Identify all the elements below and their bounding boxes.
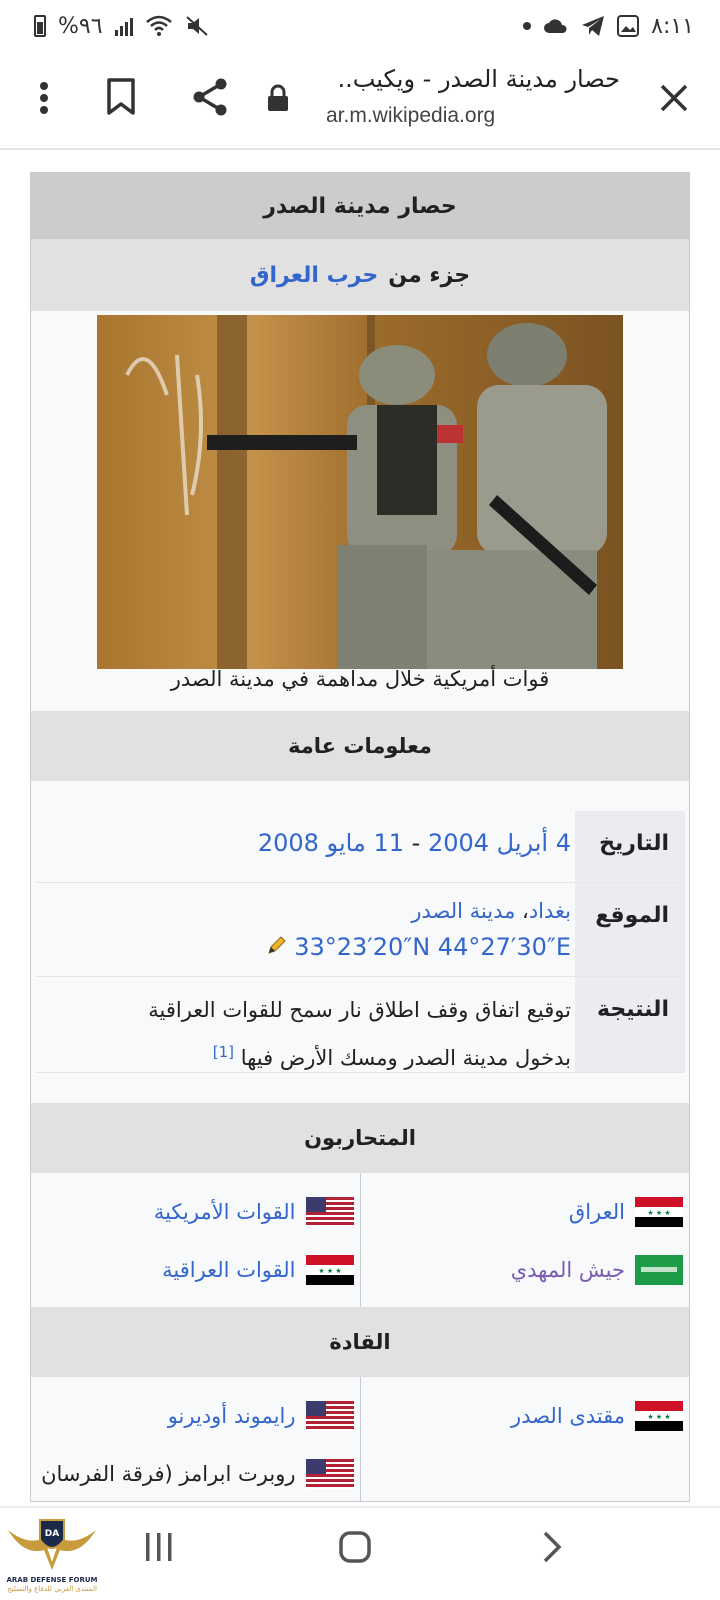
logo-text-ar: المنتدى العربي للدفاع والتسليح <box>7 1585 97 1593</box>
page-url[interactable]: ar.m.wikipedia.org <box>326 104 496 127</box>
infobox-image-area <box>31 311 689 711</box>
usa-flag-icon <box>306 1401 354 1431</box>
bookmark-icon[interactable] <box>104 76 138 118</box>
commanders-side2 <box>31 1377 361 1502</box>
date-start-link[interactable]: 4 أبريل 2004 <box>427 829 571 857</box>
system-nav-bar <box>0 1506 720 1600</box>
commander-link[interactable]: مقتدى الصدر <box>511 1404 625 1428</box>
home-button[interactable] <box>338 1528 372 1570</box>
location-comma: ، <box>522 899 529 923</box>
arab-defense-forum-logo <box>4 1516 100 1600</box>
eagle-shield-icon <box>4 1516 100 1572</box>
reference-link[interactable]: [1] <box>212 1043 235 1061</box>
belligerent-mahdi <box>361 1241 684 1299</box>
mute-icon <box>185 15 209 37</box>
belligerents-header: المتحاربون <box>31 1103 689 1173</box>
belligerents-row <box>31 1173 689 1307</box>
spacer <box>31 781 689 811</box>
infobox <box>30 172 690 1502</box>
cloud-icon <box>543 17 569 35</box>
status-left <box>34 14 209 39</box>
lock-icon <box>264 82 292 114</box>
date-separator: - <box>411 829 421 857</box>
more-vert-icon[interactable] <box>28 78 60 118</box>
clock: ٨:١١ <box>651 13 694 39</box>
iraq-flag-icon <box>635 1197 683 1227</box>
mahdi-army-flag-icon <box>635 1255 683 1285</box>
commander-sadr <box>361 1387 684 1445</box>
city-link[interactable]: بغداد <box>528 899 571 923</box>
iraq-flag-icon <box>306 1255 354 1285</box>
part-of-link[interactable]: حرب العراق <box>249 262 379 288</box>
commander-abrams <box>31 1445 354 1502</box>
belligerent-iraqi-forces <box>31 1241 354 1299</box>
location-places <box>35 893 571 929</box>
telegram-icon <box>581 15 605 37</box>
status-right <box>523 14 694 39</box>
date-label: التاريخ <box>575 811 685 882</box>
commander-odierno <box>31 1387 354 1445</box>
infobox-part-of <box>31 239 689 311</box>
commander-link[interactable]: رايموند أوديرنو <box>167 1404 296 1428</box>
signal-icon <box>115 16 133 36</box>
usa-flag-icon <box>306 1197 354 1227</box>
result-line2: بدخول مدينة الصدر ومسك الأرض فيها <box>240 1046 571 1070</box>
location-value <box>35 883 575 976</box>
result-value <box>35 977 575 1072</box>
battery-percent: %٩٦ <box>58 13 103 39</box>
commanders-row <box>31 1377 689 1502</box>
commanders-header: القادة <box>31 1307 689 1377</box>
share-icon[interactable] <box>190 76 230 118</box>
date-row <box>35 811 685 883</box>
close-icon[interactable] <box>656 80 692 116</box>
image-caption: قوات أمريكية خلال مداهمة في مدينة الصدر <box>170 667 550 691</box>
svg-text:DA: DA <box>44 1529 60 1539</box>
belligerent-us <box>31 1183 354 1241</box>
wifi-icon <box>145 15 173 37</box>
soldiers-photo[interactable] <box>97 315 623 669</box>
district-link[interactable]: مدينة الصدر <box>411 899 516 923</box>
location-row <box>35 883 685 977</box>
belligerent-link[interactable]: العراق <box>568 1200 625 1224</box>
infobox-title: حصار مدينة الصدر <box>31 173 689 239</box>
status-bar <box>0 0 720 52</box>
result-label: النتيجة <box>575 977 685 1072</box>
iraq-flag-icon <box>635 1401 683 1431</box>
battery-icon <box>34 15 46 37</box>
location-label: الموقع <box>575 883 685 976</box>
general-info-header: معلومات عامة <box>31 711 689 781</box>
commander-text[interactable]: روبرت ابرامز (فرقة الفرسان <box>41 1462 296 1486</box>
svg-text:★ ★ ★: ★ ★ ★ <box>317 1267 342 1275</box>
result-row <box>35 977 685 1073</box>
commanders-side1 <box>361 1377 690 1502</box>
recent-apps-button[interactable] <box>144 1528 174 1570</box>
browser-toolbar <box>0 52 720 150</box>
date-value <box>35 811 575 882</box>
belligerent-link[interactable]: القوات الأمريكية <box>153 1200 296 1224</box>
date-end-link[interactable]: 11 مايو 2008 <box>257 829 404 857</box>
pencil-icon[interactable] <box>266 931 288 967</box>
part-of-prefix: جزء من <box>388 262 471 288</box>
usa-flag-icon <box>306 1459 354 1489</box>
belligerent-iraq <box>361 1183 684 1241</box>
result-line1: توقيع اتفاق وقف اطلاق نار سمح للقوات العراقية <box>148 998 571 1022</box>
gallery-icon <box>617 15 639 37</box>
coords-line <box>35 929 571 967</box>
notification-dot-icon <box>523 22 531 30</box>
belligerents-side1 <box>361 1173 690 1307</box>
svg-text:★ ★ ★: ★ ★ ★ <box>647 1413 671 1421</box>
belligerent-link[interactable]: القوات العراقية <box>162 1258 296 1282</box>
belligerent-link[interactable]: جيش المهدي <box>510 1258 625 1282</box>
back-button[interactable] <box>540 1528 564 1570</box>
svg-text:★ ★ ★: ★ ★ ★ <box>647 1209 671 1217</box>
result-line2-wrap <box>35 1031 571 1079</box>
page-title[interactable]: حصار مدينة الصدر - ويكيب.. <box>337 65 620 93</box>
coordinates-link[interactable]: 33°23′20″N 44°27′30″E <box>294 933 571 961</box>
logo-text-en: ARAB DEFENSE FORUM <box>6 1576 98 1584</box>
belligerents-side2 <box>31 1173 361 1307</box>
